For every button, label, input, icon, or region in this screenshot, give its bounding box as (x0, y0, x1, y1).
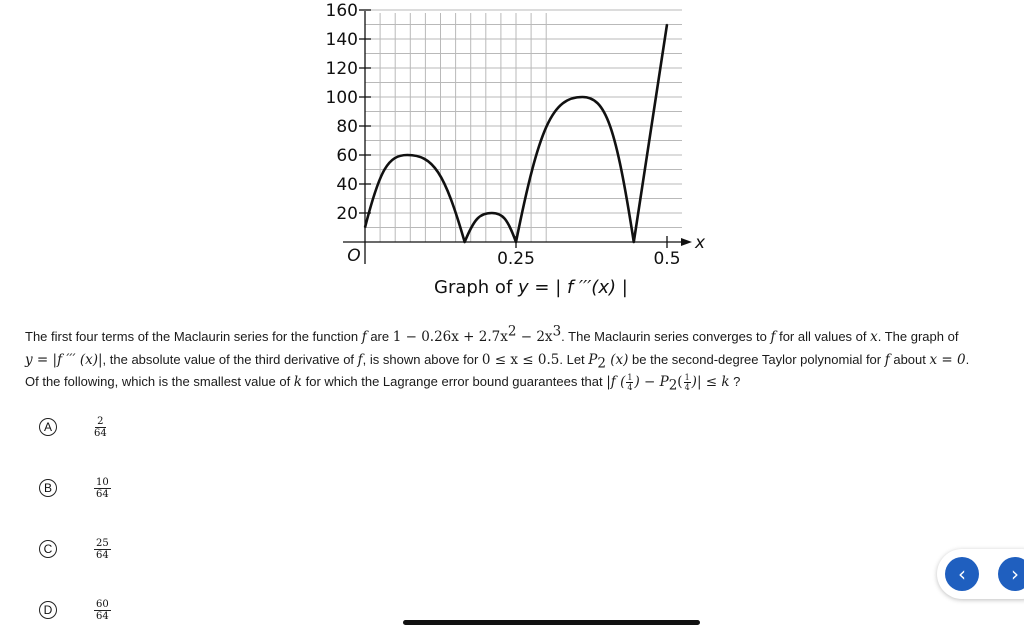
question-text: The first four terms of the Maclaurin series for the function f are $1 - 0.26x + 2.7x^2 - 2x^3$. The Maclaurin series converges to f for all values of x. The graph of y = |f ′′′ (x)|, the absolute value of the third derivative of f, is shown above for 0 ≤ x ≤ 0.5. Let $P_2$ (x) be the second-degree Taylor polynomial for f about x = 0. Of the following, which is the smallest value of k for which the Lagrange error bound guarantees that |f ( $\frac{1}{4}$ ) − $P_2$( $\frac{1}{4}$ )| ≤ k ? (25, 323, 970, 394)
origin-label: O (347, 246, 361, 266)
option-a-den: 64 (94, 427, 107, 439)
q-P: P (588, 351, 598, 368)
q-f-4: f (884, 351, 890, 368)
q-frac-1-num: 1 (627, 373, 633, 383)
tick-marks (359, 10, 667, 248)
q-cube: 3 (552, 323, 562, 340)
q-text-12: Of the following, which is the smallest value of (25, 374, 294, 389)
q-series: 1 − 0.26x + 2.7x (392, 329, 508, 345)
x-tick-label: 0.25 (497, 249, 535, 269)
option-a-bubble[interactable]: A (39, 418, 57, 436)
y-tick-label: 20 (336, 204, 358, 224)
y-tick-label: 80 (336, 117, 358, 137)
option-c-num: 25 (96, 537, 109, 549)
data-point (491, 212, 493, 214)
y-tick-label: 40 (336, 175, 358, 195)
previous-button[interactable] (945, 557, 979, 591)
data-point (515, 241, 517, 243)
q-text-4: for all values of (775, 329, 871, 344)
y-tick-label: 120 (325, 59, 358, 79)
q-text-11: . (965, 351, 970, 367)
q-text-14: ? (729, 374, 741, 389)
q-text-9: be the second-degree Taylor polynomial for (628, 351, 885, 367)
home-indicator (403, 620, 700, 625)
q-x: x (870, 329, 878, 345)
chevron-right-icon: › (1011, 562, 1019, 586)
q-f: f (361, 329, 367, 345)
option-a-num: 2 (97, 415, 104, 427)
option-c-fraction (94, 538, 111, 561)
chevron-left-icon: ‹ (958, 562, 966, 586)
q-P-arg: (x) (605, 351, 629, 368)
option-d[interactable] (39, 598, 109, 622)
data-point (666, 24, 668, 26)
q-y-abs: y = |f ′′′ (x)| (25, 351, 103, 368)
caption-prefix: Graph of (434, 277, 519, 298)
option-a-fraction (94, 416, 107, 439)
q-f-3: f (357, 351, 363, 368)
q-f-2: f (770, 329, 776, 345)
caption-formula: y = | f ′′′(x) | (518, 277, 628, 298)
q-frac-2 (684, 373, 691, 392)
data-point (582, 96, 584, 98)
q-text-2: are (366, 329, 393, 344)
q-series-2: − 2x (516, 329, 553, 345)
q-text-8: . Let (559, 351, 589, 367)
q-bound-mid: ) − P (634, 374, 669, 390)
q-x0: x = 0 (929, 351, 966, 368)
q-text-7: , is shown above for (362, 351, 482, 367)
q-frac-2-num: 1 (684, 373, 690, 383)
option-d-den: 64 (96, 610, 109, 622)
option-b-fraction (94, 477, 111, 500)
q-text-3: . The Maclaurin series converges to (561, 329, 771, 344)
option-a[interactable] (39, 415, 107, 439)
y-tick-label: 60 (336, 146, 358, 166)
q-text-1: The first four terms of the Maclaurin series for the function (25, 329, 362, 344)
graph-caption (434, 277, 628, 298)
q-text-6: , the absolute value of the third derivative of (102, 351, 358, 367)
q-frac-2-den: 4 (684, 383, 690, 393)
y-tick-label: 100 (325, 88, 358, 108)
y-tick-label: 140 (325, 30, 358, 50)
q-frac-1 (626, 373, 633, 392)
option-d-fraction (94, 599, 111, 622)
y-tick-label: 160 (325, 1, 358, 21)
x-axis-arrow (681, 238, 692, 246)
option-c-bubble[interactable]: C (39, 540, 57, 558)
option-b-bubble[interactable]: B (39, 479, 57, 497)
option-d-num: 60 (96, 598, 109, 610)
data-point (464, 241, 466, 243)
option-c-den: 64 (96, 549, 109, 561)
q-bound-close: )| ≤ k (691, 374, 730, 390)
q-P-sub: 2 (597, 355, 606, 372)
data-point (364, 227, 366, 229)
q-text-10: about (889, 351, 930, 367)
next-button[interactable] (998, 557, 1024, 591)
q-bound-open: |f ( (606, 374, 626, 390)
q-text-5: . The graph of (877, 329, 959, 344)
x-axis-label: x (694, 233, 706, 253)
option-d-bubble[interactable]: D (39, 601, 57, 619)
option-c[interactable] (39, 537, 109, 561)
q-sq: 2 (507, 323, 517, 340)
option-b-den: 64 (96, 488, 109, 500)
q-bound-sub: 2 (668, 377, 678, 394)
q-k: k (293, 374, 302, 390)
data-point (633, 241, 635, 243)
x-tick-label: 0.5 (653, 249, 681, 269)
q-interval: 0 ≤ x ≤ 0.5 (481, 351, 560, 368)
graph-figure (0, 0, 1024, 310)
option-b[interactable] (39, 476, 109, 500)
q-text-13: for which the Lagrange error bound guarantees that (301, 374, 607, 389)
data-point (406, 154, 408, 156)
option-b-num: 10 (96, 476, 109, 488)
q-frac-1-den: 4 (627, 383, 633, 393)
